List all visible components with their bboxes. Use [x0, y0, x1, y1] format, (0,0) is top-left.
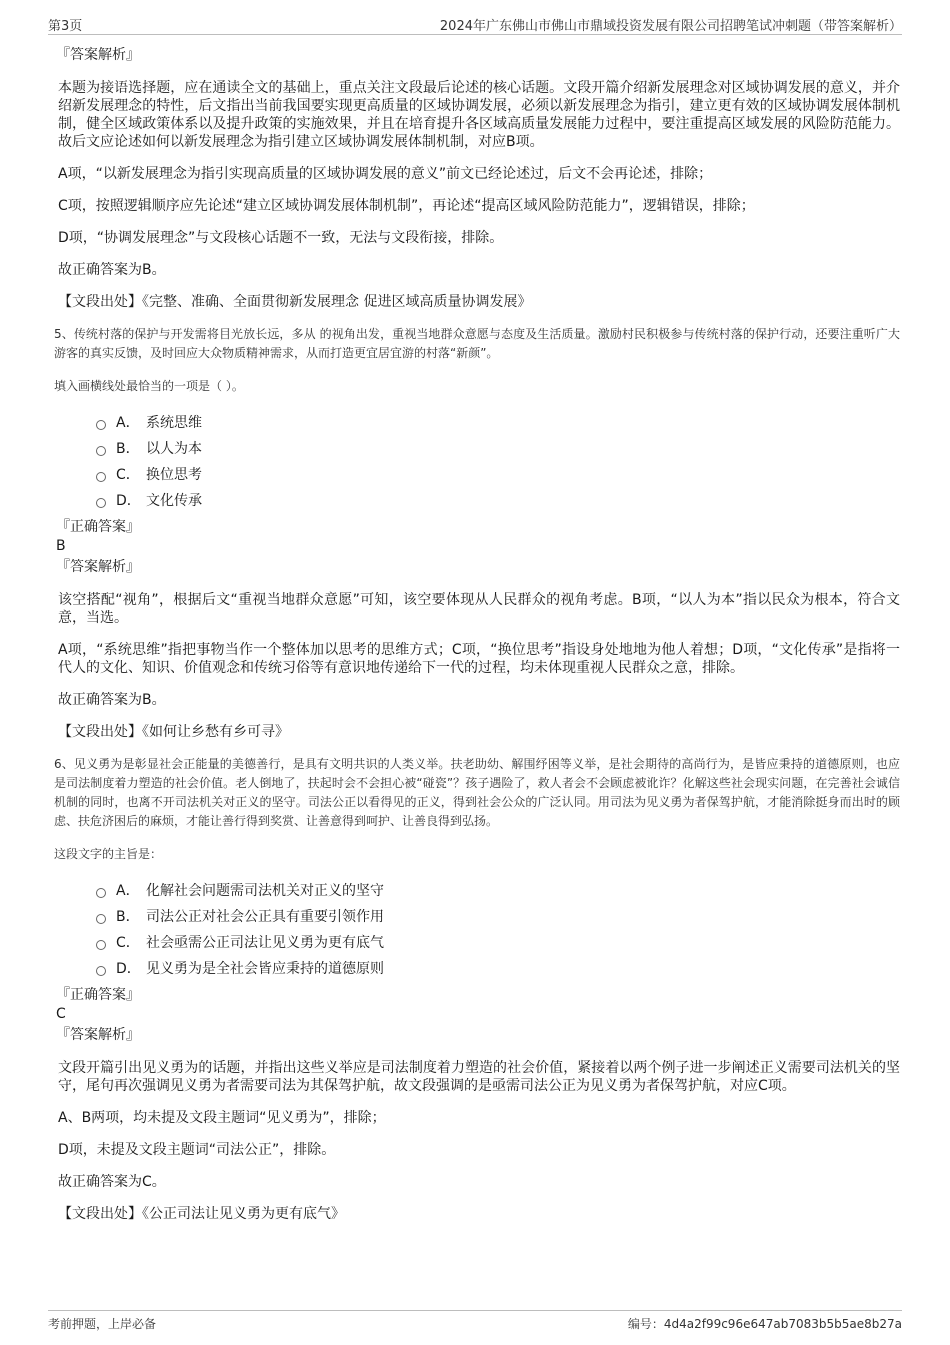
- radio-icon[interactable]: [96, 472, 106, 482]
- q4-option-c-note: C项，按照逻辑顺序应先论述“建立区域协调发展体制机制”，再论述“提高区域风险防范能力”，逻辑错误，排除；: [58, 198, 755, 214]
- q5-answer-label: 『正确答案』: [56, 519, 140, 535]
- page-header: [48, 12, 902, 35]
- q4-analysis: 本题为接语选择题，应在通读全文的基础上，重点关注文段最后论述的核心话题。文段开篇介绍新发展理念对区域协调发展的意义，并介绍新发展理念的特性，后文指出当前我国要实现更高质量的区域协调发展，必须以新发展理念为指引，建立更有效的区域协调发展体制机制，健全区域政策体系以及提升政策的实施效果，并且在培育提升各区域高质量发展能力过程中，要注重提高区域发展的风险防范能力。故后文应论述如何以新发展理念为指引建立区域协调发展体制机制，对应B项。: [58, 80, 900, 150]
- option-text: 社会亟需公正司法让见义勇为更有底气: [146, 935, 384, 951]
- radio-icon[interactable]: [96, 420, 106, 430]
- q6-option-d[interactable]: [96, 956, 900, 982]
- page-footer: [48, 1310, 902, 1331]
- q6-analysis-label: 『答案解析』: [56, 1027, 140, 1043]
- q4-source: 【文段出处】《完整、准确、全面贯彻新发展理念 促进区域高质量协调发展》: [58, 294, 532, 310]
- q5-question-text: 5、传统村落的保护与开发需将目光放长远，多从 的视角出发，重视当地群众意愿与态度及生活质量。激励村民积极参与传统村落的保护行动，还要注重听广大游客的真实反馈，及时回应大众物质精神需求，从而打造更宜居宜游的村落“新颜”。: [54, 327, 900, 360]
- q5-option-c[interactable]: [96, 462, 900, 488]
- page-content: [56, 46, 900, 1237]
- option-letter: A．: [116, 883, 140, 899]
- option-text: 化解社会问题需司法机关对正义的坚守: [146, 883, 384, 899]
- q6-analysis: 文段开篇引出见义勇为的话题，并指出这些义举应是司法制度着力塑造的社会价值，紧接着以两个例子进一步阐述正义需要司法机关的坚守，尾句再次强调见义勇为者需要司法为其保驾护航，故文段强调的是亟需司法公正为见义勇为者保驾护航，对应C项。: [58, 1060, 900, 1094]
- q6-conclusion: 故正确答案为C。: [58, 1174, 166, 1190]
- q6-option-ab-note: A、B两项，均未提及文段主题词“见义勇为”，排除；: [58, 1110, 386, 1126]
- document-code: 编号：4d4a2f99c96e647ab7083b5b5ae8b27a: [627, 1317, 902, 1331]
- q5-option-b[interactable]: [96, 436, 900, 462]
- q5-source: 【文段出处】《如何让乡愁有乡可寻》: [58, 724, 289, 740]
- option-text: 司法公正对社会公正具有重要引领作用: [146, 909, 384, 925]
- q5-option-a[interactable]: [96, 410, 900, 436]
- radio-icon[interactable]: [96, 446, 106, 456]
- q6-prompt: 这段文字的主旨是：: [54, 847, 163, 861]
- q5-option-d[interactable]: [96, 488, 900, 514]
- option-letter: B．: [116, 909, 140, 925]
- q5-prompt: 填入画横线处最恰当的一项是（ ）。: [54, 379, 244, 393]
- option-letter: C．: [116, 467, 140, 483]
- q4-conclusion: 故正确答案为B。: [58, 262, 166, 278]
- q4-option-a-note: A项，“以新发展理念为指引实现高质量的区域协调发展的意义”前文已经论述过，后文不会再论述，排除；: [58, 166, 713, 182]
- option-text: 系统思维: [146, 415, 202, 431]
- option-text: 换位思考: [146, 467, 202, 483]
- q4-analysis-label: 『答案解析』: [56, 47, 140, 63]
- option-text: 见义勇为是全社会皆应秉持的道德原则: [146, 961, 384, 977]
- q5-options: [96, 410, 900, 514]
- q5-answer: B: [56, 538, 66, 554]
- q6-option-a[interactable]: [96, 878, 900, 904]
- option-letter: D．: [116, 961, 141, 977]
- q6-question-text: 6、见义勇为是彰显社会正能量的美德善行，是具有文明共识的人类义举。扶老助幼、解围纾困等义举，是社会期待的高尚行为，是皆应秉持的道德原则，也应是司法制度着力塑造的社会价值。老人倒地了，扶起时会不会担心被“碰瓷”？孩子遇险了，救人者会不会顾虑被讹诈？化解这些社会现实问题，在完善社会诚信机制的同时，也离不开司法机关对正义的坚守。司法公正以看得见的正义，得到社会公众的广泛认同。用司法为见义勇为者保驾护航，才能消除挺身而出时的顾虑、扶危济困后的麻烦，才能让善行得到奖赏、让善意得到呵护、让善良得到弘扬。: [54, 757, 900, 828]
- radio-icon[interactable]: [96, 914, 106, 924]
- q6-options: [96, 878, 900, 982]
- q6-answer: C: [56, 1006, 66, 1022]
- radio-icon[interactable]: [96, 498, 106, 508]
- radio-icon[interactable]: [96, 940, 106, 950]
- q5-conclusion: 故正确答案为B。: [58, 692, 166, 708]
- option-letter: B．: [116, 441, 140, 457]
- option-text: 以人为本: [146, 441, 202, 457]
- option-letter: C．: [116, 935, 140, 951]
- page-number: 第3页: [48, 19, 83, 34]
- footer-slogan: 考前押题，上岸必备: [48, 1317, 157, 1331]
- option-letter: D．: [116, 493, 141, 509]
- option-letter: A．: [116, 415, 140, 431]
- q6-answer-label: 『正确答案』: [56, 987, 140, 1003]
- radio-icon[interactable]: [96, 966, 106, 976]
- q4-option-d-note: D项，“协调发展理念”与文段核心话题不一致，无法与文段衔接，排除。: [58, 230, 504, 246]
- q5-other-options-note: A项，“系统思维”指把事物当作一个整体加以思考的思维方式；C项，“换位思考”指设身处地地为他人着想；D项，“文化传承”是指将一代人的文化、知识、价值观念和传统习俗等有意识地传递给下一代的过程，均未体现重视人民群众之意，排除。: [58, 642, 900, 676]
- q6-option-c[interactable]: [96, 930, 900, 956]
- document-title: 2024年广东佛山市佛山市鼎域投资发展有限公司招聘笔试冲刺题（带答案解析）: [439, 19, 902, 34]
- option-text: 文化传承: [146, 493, 202, 509]
- radio-icon[interactable]: [96, 888, 106, 898]
- q6-option-b[interactable]: [96, 904, 900, 930]
- q5-analysis: 该空搭配“视角”，根据后文“重视当地群众意愿”可知，该空要体现从人民群众的视角考虑。B项，“以人为本”指以民众为根本，符合文意，当选。: [58, 592, 900, 626]
- q6-option-d-note: D项，未提及文段主题词“司法公正”，排除。: [58, 1142, 336, 1158]
- q6-source: 【文段出处】《公正司法让见义勇为更有底气》: [58, 1206, 345, 1222]
- q5-analysis-label: 『答案解析』: [56, 559, 140, 575]
